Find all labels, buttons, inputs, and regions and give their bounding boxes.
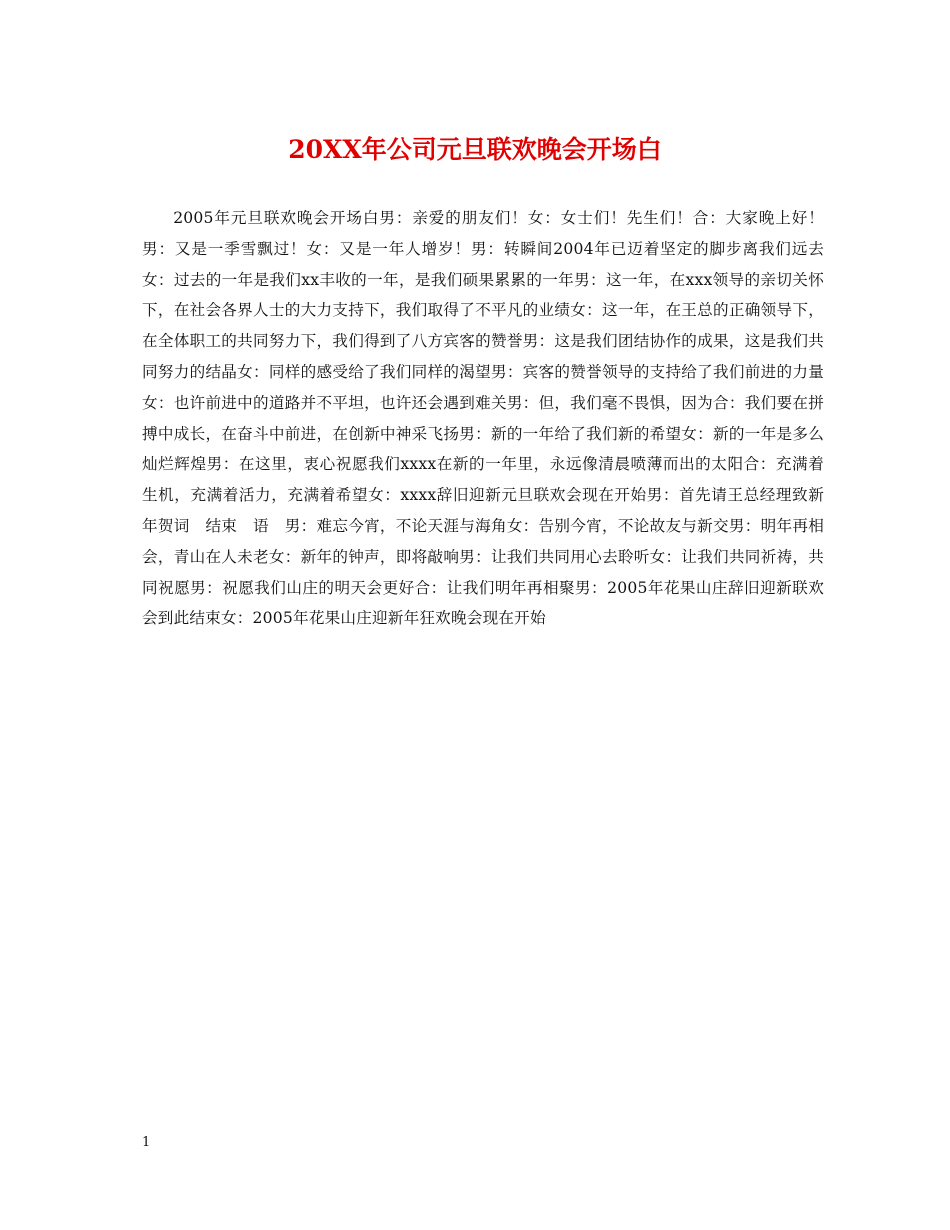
page-number: 1 (142, 1135, 151, 1150)
document-body: 2005年元旦联欢晚会开场白男：亲爱的朋友们！女：女士们！先生们！合：大家晚上好！男：又是一季雪飘过！女：又是一年人增岁！男：转瞬间2004年已迈着坚定的脚步离我们远去女：过去的一年是我们xx丰收的一年，是我们硕果累累的一年男：这一年，在xxx领导的亲切关怀下，在社会各界人士的大力支持下，我们取得了不平凡的业绩女：这一年，在王总的正确领导下，在全体职工的共同努力下，我们得到了八方宾客的赞誉男：这是我们团结协作的成果，这是我们共同努力的结晶女：同样的感受给了我们同样的渴望男：宾客的赞誉领导的支持给了我们前进的力量女：也许前进中的道路并不平坦，也许还会遇到难关男：但，我们毫不畏惧，因为合：我们要在拼搏中成长，在奋斗中前进，在创新中神采飞扬男：新的一年给了我们新的希望女：新的一年是多么灿烂辉煌男：在这里，衷心祝愿我们xxxx在新的一年里，永远像清晨喷薄而出的太阳合：充满着生机，充满着活力，充满着希望女：xxxx辞旧迎新元旦联欢会现在开始男：首先请王总经理致新年贺词 结束 语 男：难忘今宵，不论天涯与海角女：告别今宵，不论故友与新交男：明年再相会，青山在人未老女：新年的钟声，即将敲响男：让我们共同用心去聆听女：让我们共同祈祷，共同祝愿男：祝愿我们山庄的明天会更好合：让我们明年再相聚男：2005年花果山庄辞旧迎新联欢会到此结束女：2005年花果山庄迎新年狂欢晚会现在开始 (142, 209, 824, 628)
document-title: 20XX年公司元旦联欢晚会开场白 (288, 135, 662, 164)
